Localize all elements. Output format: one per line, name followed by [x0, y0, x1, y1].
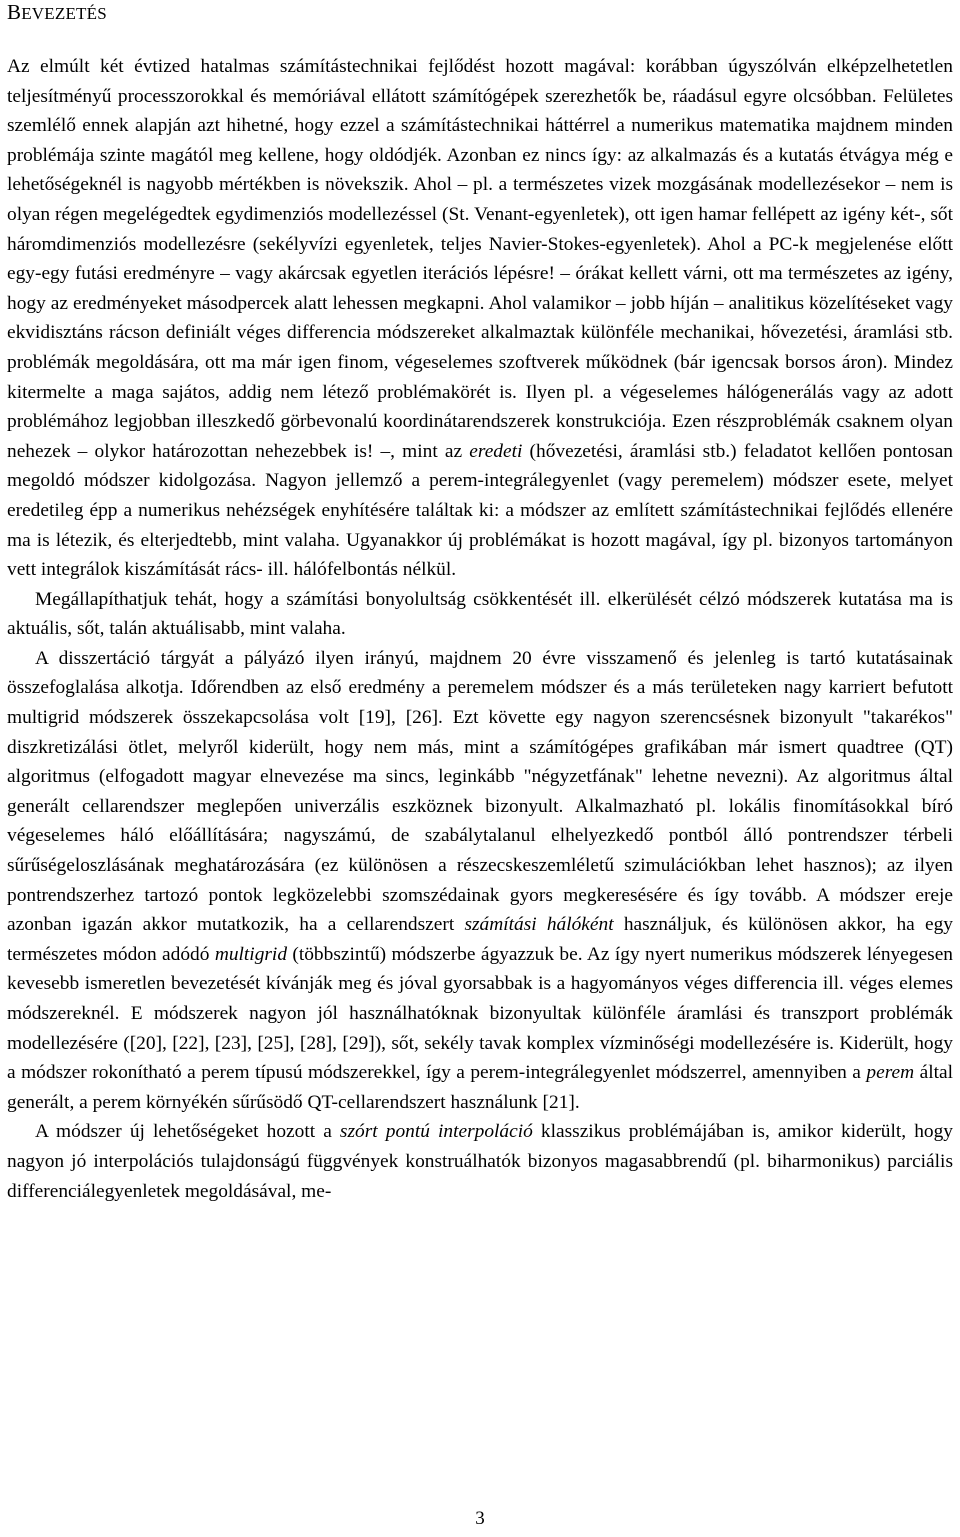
- page-number: 3: [475, 1508, 485, 1529]
- text-span: (hővezetési, áramlási stb.) feladatot kellően pontosan megoldó módszer kidolgozása. Nagyon jellemző a perem-integrálegyenlet (vagy peremelem) módszer esete, melyet eredetileg épp a numerikus nehézségek enyhítésére találtak ki: a módszer az említett számítástechnikai fejlődés ellenére ma is létezik, és elterjedtebb, mint valaha. Ugyanakkor új problémákat is hozott magával, így pl. bizonyos tartományon vett integrálok kiszámítását rács- ill. hálófelbontás nélkül.: [7, 440, 953, 581]
- text-span: (többszintű) módszerbe ágyazzuk be. Az így nyert numerikus módszerek lényegesen kevesebb ismeretlen bevezetését kívánják meg és jóval gyorsabbak is a hagyományos véges differencia ill. véges elemes módszereknél. E módszerek nagyon jól használhatóknak bizonyultak különféle áramlási és transzport problémák modellezésére ([20], [22], [23], [25], [28], [29]), sőt, sekély tavak komplex vízminőségi modellezésére is. Kiderült, hogy a módszer rokonítható a perem típusú módszerekkel, így a perem-integrálegyenlet módszerrel, amennyiben a: [7, 943, 953, 1084]
- paragraph-1: [7, 52, 953, 585]
- text-span: használjuk, és különösen akkor, ha egy természetes módon adódó: [7, 914, 953, 965]
- text-span: klasszikus problémájában is, amikor kiderült, hogy nagyon jó interpolációs tulajdonságú függvények konstruálhatók bizonyos magasabbrendű (pl. biharmonikus) parciális differenciálegyenletek megoldásával, me-: [7, 1121, 954, 1202]
- text-span: A disszertáció tárgyát a pályázó ilyen irányú, majdnem 20 évre visszamenő és jelenleg is tartó kutatásainak összefoglalása alkotja. Időrendben az első eredmény a peremelem módszer és a más területeken nagy karriert befutott multigrid módszerek összekapcsolása volt [19], [26]. Ezt követte egy nagyon szerencsésnek bizonyult "takarékos" diszkretizálási ötlet, melyről kiderült, hogy nem más, mint a számítógépes grafikában már ismert quadtree (QT) algoritmus (elfogadott magyar elnevezése ma sincs, leginkább "négyzetfának" lehetne nevezni). Az algoritmus által generált cellarendszer meglepően univerzális eszköznek bizonyult. Alkalmazható pl. lokális finomításokkal bíró végeselemes háló előállítására; nagyszámú, de szabálytalanul elhelyezkedő pontból álló pontrendszer térbeli sűrűségeloszlásának meghatározására (ez különösen a részecskeszemléletű szimulációkban lehet hasznos); az ilyen pontrendszerhez tartozó pontok legközelebbi szomszédainak gyors megkeresésére és így tovább. A módszer ereje azonban igazán akkor mutatkozik, ha a cellarendszert: [7, 647, 953, 936]
- text-span: Megállapíthatjuk tehát, hogy a számítási bonyolultság csökkentését ill. elkerülését célzó módszerek kutatása ma is aktuális, sőt, talán aktuálisabb, mint valaha.: [7, 588, 953, 640]
- text-span: Az elmúlt két évtized hatalmas számítástechnikai fejlődést hozott magával: korábban úgyszólván elképzelhetetlen teljesítményű processzorokkal és memóriával ellátott számítógépek szerezhetők be, ráadásul egyre olcsóbban. Felületes szemlélő ennek alapján azt hihetné, hogy ezzel a számítástechnikai háttérrel a numerikus matematika majdnem minden problémája szinte magától meg kellene, hogy oldódjék. Azonban ez nincs így: az alkalmazás és a kutatás étvágya még e lehetőségeknél is nagyobb mértékben is növekszik. Ahol – pl. a természetes vizek mozgásának modellezésekor – nem is olyan régen megelégedtek egydimenziós modellezéssel (St. Venant-egyenletek), ott igen hamar fellépett az igény két-, sőt háromdimenziós modellezésre (sekélyvízi egyenletek, teljes Navier-Stokes-egyenletek). Ahol a PC-k megjelenése előtt egy-egy futási eredményre – vagy akárcsak egyetlen iterációs lépésre! – órákat kellett várni, ott ma természetes az igény, hogy az eredményeket másodpercek alatt lehessen megkapni. Ahol valamikor – jobb híján – analitikus közelítéseket vagy ekvidisztáns rácson definiált véges differencia módszereket alkalmaztak különféle mechanikai, hővezetési, áramlási stb. problémák megoldására, ott ma már igen finom, végeselemes szoftverek működnek (bár igencsak borsos áron). Mindez kitermelte a maga sajátos, addig nem létező problémakörét is. Ilyen pl. a végeselemes hálógenerálás vagy az adott problémához legjobban illeszkedő görbevonalú koordinátarendszerek konstrukciója. Ezen részproblémák csaknem olyan nehezek – olykor határozottan nehezebbek is! –, mint az: [7, 56, 953, 462]
- italic-span: eredeti: [469, 440, 523, 462]
- text-span: A módszer új lehetőségeket hozott a: [35, 1121, 340, 1143]
- text-span: által generált, a perem környékén sűrűsödő QT-cellarendszert használunk [21].: [7, 1062, 953, 1113]
- body-text: [7, 52, 953, 1206]
- heading-rest: EVEZETÉS: [21, 4, 107, 23]
- paragraph-3: [7, 644, 953, 1118]
- italic-span: perem: [866, 1062, 915, 1084]
- italic-span: számítási hálóként: [464, 914, 614, 936]
- paragraph-2: [7, 585, 953, 644]
- italic-span: multigrid: [214, 943, 288, 965]
- heading-first-letter: B: [7, 0, 22, 24]
- italic-span: szórt pontú interpoláció: [339, 1121, 533, 1143]
- section-heading: [7, 2, 107, 24]
- paragraph-4: [7, 1117, 953, 1206]
